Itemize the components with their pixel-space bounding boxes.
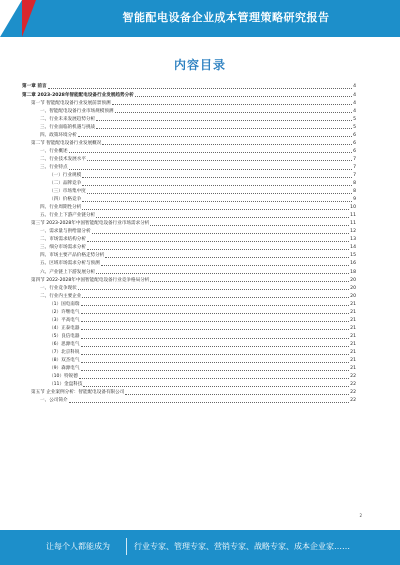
toc-entry-label: （5）良信电器: [49, 333, 80, 339]
toc-leader-dots: [92, 233, 350, 234]
toc-leader-dots: [69, 169, 352, 170]
toc-leader-dots: [96, 128, 352, 129]
toc-entry[interactable]: [22, 130, 356, 138]
toc-entry-label: （一）行业规模: [49, 172, 82, 178]
toc-entry-label: （2）许继电气: [49, 309, 80, 315]
toc-entry[interactable]: [22, 146, 356, 154]
toc-entry[interactable]: [22, 179, 356, 187]
toc-entry-page: 11: [350, 221, 356, 227]
toc-entry-page: 21: [350, 309, 356, 315]
toc-entry-page: 21: [350, 350, 356, 355]
toc-leader-dots: [78, 289, 349, 290]
toc-entry-page: 4: [353, 108, 356, 114]
toc-entry[interactable]: [22, 162, 356, 170]
toc-leader-dots: [81, 338, 350, 339]
toc-entry[interactable]: [22, 259, 356, 267]
toc-entry-page: 22: [350, 374, 356, 380]
toc-entry-label: （二）品牌竞争: [49, 181, 82, 187]
report-title: 智能配电设备企业成本管理策略研究报告: [122, 11, 330, 24]
toc-entry-label: 第四节 2022-2028年中国智能配电设备行业竞争格局分析: [31, 277, 150, 283]
toc-entry[interactable]: [22, 323, 356, 331]
toc-entry-label: 四、政策环境分析: [40, 132, 77, 138]
toc-leader-dots: [82, 201, 352, 202]
toc-leader-dots: [105, 257, 349, 258]
toc-entry[interactable]: [22, 251, 356, 259]
toc-entry[interactable]: [22, 283, 356, 291]
toc-entry-page: 6: [353, 140, 356, 146]
toc-entry[interactable]: [22, 171, 356, 179]
toc-entry-label: （9）森源电气: [49, 366, 80, 372]
toc-leader-dots: [82, 297, 349, 298]
toc-entry-page: 22: [350, 382, 356, 388]
toc-entry-label: （3）平高电气: [49, 317, 80, 323]
toc-entry-page: 6: [353, 132, 356, 138]
toc-entry[interactable]: [22, 211, 356, 219]
toc-entry[interactable]: [22, 154, 356, 162]
toc-entry-page: 4: [353, 100, 356, 106]
toc-entry[interactable]: [22, 388, 356, 396]
toc-entry-label: （4）正泰电器: [49, 325, 80, 331]
toc-entry[interactable]: [22, 219, 356, 227]
toc-entry-page: 18: [350, 269, 356, 275]
toc-entry-label: 六、产业链上下游发展分析: [40, 269, 96, 275]
toc-entry-page: 21: [350, 301, 356, 307]
toc-entry-label: （1）国电南瑞: [49, 301, 80, 307]
toc-entry-page: 20: [350, 285, 356, 291]
toc-entry-page: 21: [350, 366, 356, 372]
header-decoration-white: [0, 0, 22, 37]
footer-separator: [126, 538, 127, 555]
toc-leader-dots: [135, 96, 352, 97]
toc-entry[interactable]: [22, 227, 356, 235]
toc-entry[interactable]: [22, 291, 356, 299]
toc-leader-dots: [81, 370, 350, 371]
toc-entry-label: 五、行业上下游产业链分析: [40, 213, 96, 219]
footer-bar: [0, 530, 400, 565]
toc-leader-dots: [87, 241, 349, 242]
toc-entry-page: 5: [353, 116, 356, 122]
toc-entry-label: 第一章 前言: [22, 84, 47, 90]
toc-entry-page: 7: [353, 172, 356, 178]
toc-entry-label: 第二章 2023-2028年智能配电设备行业发展趋势分析: [22, 92, 134, 98]
toc-leader-dots: [96, 273, 349, 274]
toc-entry-page: 7: [353, 164, 356, 170]
toc-entry-page: 13: [350, 237, 356, 243]
toc-leader-dots: [81, 321, 350, 322]
toc-leader-dots: [115, 112, 353, 113]
toc-leader-dots: [101, 265, 349, 266]
toc-entry-page: 21: [350, 325, 356, 331]
toc-leader-dots: [81, 354, 350, 355]
toc-entry-page: 20: [350, 293, 356, 299]
toc-entry[interactable]: [22, 364, 356, 372]
toc-leader-dots: [83, 386, 349, 387]
toc-entry-label: 第二节 智能配电设备行业发展概况: [31, 140, 102, 146]
toc-entry-page: 4: [353, 84, 356, 90]
toc-leader-dots: [150, 225, 349, 226]
toc-leader-dots: [81, 346, 350, 347]
toc-entry-page: 21: [350, 358, 356, 364]
toc-entry[interactable]: [22, 267, 356, 275]
toc-entry-label: （8）双杰电气: [49, 358, 80, 364]
header-bar: [0, 0, 400, 37]
toc-entry-page: 21: [350, 317, 356, 323]
toc-entry-label: 第三节 2023-2028年中国智能配电设备行业市场需求分析: [31, 221, 150, 227]
toc-leader-dots: [82, 177, 352, 178]
toc-leader-dots: [150, 281, 349, 282]
toc-entry[interactable]: [22, 82, 356, 90]
toc-entry[interactable]: [22, 356, 356, 364]
toc-entry[interactable]: [22, 122, 356, 130]
toc-entry-label: 一、行业概述: [40, 148, 68, 154]
toc-entry[interactable]: [22, 235, 356, 243]
toc-entry-label: 三、行业面临的机遇与挑战: [40, 124, 96, 130]
toc-entry-label: （7）北京科锐: [49, 350, 80, 355]
toc-leader-dots: [81, 313, 350, 314]
toc-entry-page: 12: [350, 229, 356, 235]
toc-entry-page: 5: [353, 124, 356, 130]
toc-entry-label: 一、行业竞争现状: [40, 285, 77, 291]
toc-entry-label: 一、智能配电设备行业市场规模预测: [40, 108, 114, 114]
toc-entry-label: 一、公司简介: [40, 398, 68, 404]
toc-entry-label: 四、行业周期性分析: [40, 205, 82, 211]
toc-entry-label: 一、需求量与供给量分析: [40, 229, 91, 235]
toc-entry-page: 10: [350, 205, 356, 211]
page-number: 2: [359, 513, 362, 518]
toc-entry-page: 11: [350, 213, 356, 219]
toc-entry-label: 二、行业未来发展趋势分析: [40, 116, 96, 122]
toc-entry-page: 9: [353, 197, 356, 203]
toc-leader-dots: [96, 120, 352, 121]
toc-leader-dots: [48, 88, 352, 89]
header-decoration-red: [22, 0, 36, 37]
toc-entry-page: 7: [353, 156, 356, 162]
toc-entry-page: 16: [350, 261, 356, 267]
toc-leader-dots: [79, 378, 349, 379]
toc-leader-dots: [82, 185, 352, 186]
toc-entry[interactable]: [22, 98, 356, 106]
toc-entry[interactable]: [22, 372, 356, 380]
toc-leader-dots: [87, 193, 352, 194]
toc-leader-dots: [82, 209, 349, 210]
toc-entry[interactable]: [22, 187, 356, 195]
toc-leader-dots: [81, 362, 350, 363]
toc-entry-label: 第一节 智能配电设备行业发展前景预测: [31, 100, 111, 106]
toc-leader-dots: [81, 329, 350, 330]
toc-entry[interactable]: [22, 275, 356, 283]
toc-entry-label: 四、市场主要产品价格走势分析: [40, 253, 105, 259]
toc-entry[interactable]: [22, 396, 356, 404]
toc-leader-dots: [102, 144, 352, 145]
toc-entry-page: 8: [353, 181, 356, 187]
footer-brand: 让每个人都能成为: [46, 542, 110, 551]
toc-entry-page: 14: [350, 245, 356, 251]
toc-entry-label: 三、行业特点: [40, 164, 68, 170]
toc-entry[interactable]: [22, 299, 356, 307]
toc-leader-dots: [96, 217, 349, 218]
toc-entry[interactable]: [22, 307, 356, 315]
toc-leader-dots: [87, 160, 352, 161]
toc-entry-label: （6）思源电气: [49, 341, 80, 347]
toc-entry-page: 6: [353, 148, 356, 154]
footer-tagline: 行业专家、管理专家、营销专家、战略专家、成本企业家……: [134, 542, 350, 551]
toc-leader-dots: [69, 152, 352, 153]
toc-entry[interactable]: [22, 331, 356, 339]
toc-entry-label: 二、市场需求结构分析: [40, 237, 86, 243]
toc-entry-label: （四）价格竞争: [49, 197, 82, 203]
toc-entry[interactable]: [22, 380, 356, 388]
toc-entry-page: 4: [353, 92, 356, 98]
toc-entry-label: 五、区域市场需求分析与预测: [40, 261, 100, 267]
toc-entry[interactable]: [22, 114, 356, 122]
toc-entry[interactable]: [22, 243, 356, 251]
toc-entry-label: 二、行业内主要企业: [40, 293, 82, 299]
toc-leader-dots: [69, 402, 350, 403]
toc-entry[interactable]: [22, 315, 356, 323]
toc-leader-dots: [125, 394, 349, 395]
toc-entry[interactable]: [22, 138, 356, 146]
toc-entry[interactable]: [22, 348, 356, 356]
toc-entry-label: （三）市场集中度: [49, 189, 86, 195]
toc-entry-page: 22: [350, 390, 356, 396]
toc-entry[interactable]: [22, 340, 356, 348]
toc-entry[interactable]: [22, 203, 356, 211]
toc-entry-page: 15: [350, 253, 356, 259]
toc-entry-page: 21: [350, 333, 356, 339]
toc-entry[interactable]: [22, 90, 356, 98]
toc-entry-label: 三、细分市场需求分析: [40, 245, 86, 251]
toc-entry-label: 第五节 企业案例分析：智能配电设备有限公司: [31, 390, 125, 396]
toc-entry-label: （11）金盘科技: [49, 382, 83, 388]
toc-entry[interactable]: [22, 195, 356, 203]
table-of-contents: [22, 82, 356, 404]
toc-entry-page: 21: [350, 341, 356, 347]
toc-entry-page: 22: [350, 398, 356, 404]
toc-leader-dots: [78, 136, 352, 137]
toc-entry[interactable]: [22, 106, 356, 114]
toc-entry-label: （10）特锐德: [49, 374, 78, 380]
toc-entry-page: 20: [350, 277, 356, 283]
toc-leader-dots: [112, 104, 353, 105]
toc-entry-label: 二、行业技术发展水平: [40, 156, 86, 162]
toc-heading: 内容目录: [173, 58, 226, 72]
toc-leader-dots: [87, 249, 349, 250]
toc-leader-dots: [81, 305, 350, 306]
toc-entry-page: 8: [353, 189, 356, 195]
